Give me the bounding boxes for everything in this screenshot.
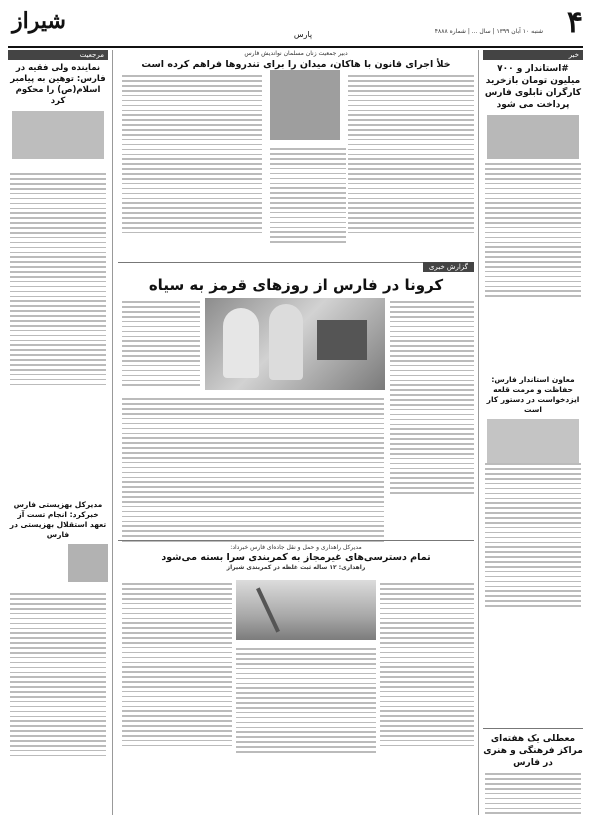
main-story-text-body xyxy=(122,395,384,545)
main-story-photo xyxy=(205,298,385,390)
left-text-block-1 xyxy=(10,170,106,388)
right-text-block-2 xyxy=(485,460,581,610)
top-story-text-col-2 xyxy=(348,72,474,237)
main-story-text-col-1 xyxy=(122,298,200,389)
main-story-text-col-2 xyxy=(390,298,474,497)
left-photo xyxy=(12,111,104,159)
right-sub-block xyxy=(483,375,583,467)
right-text-block-1 xyxy=(485,160,581,300)
right-text-block-3 xyxy=(485,770,581,817)
right-sub-headline: معاون استاندار فارس: حفاظت و مرمت قلعه ایزدخواست در دستور کار است xyxy=(486,375,580,414)
bottom-story-text-col-1 xyxy=(122,580,232,750)
right-column-tag: خبر xyxy=(483,50,583,60)
left-text-block-2 xyxy=(10,590,106,760)
main-story xyxy=(118,262,474,295)
left-sub-block xyxy=(8,500,108,582)
photo-figure-2 xyxy=(269,304,303,380)
column-rule-left xyxy=(112,50,113,815)
bottom-story-text-col-2 xyxy=(380,580,474,750)
photo-figure-1 xyxy=(223,308,259,378)
top-story-text-col-1 xyxy=(122,72,262,237)
column-rule-right xyxy=(478,50,479,815)
top-story xyxy=(118,50,474,71)
main-story-tag: گزارش خبری xyxy=(423,262,474,272)
right-bottom-block xyxy=(483,728,583,769)
photo-monitor xyxy=(317,320,367,360)
bottom-story xyxy=(118,540,474,571)
photo-crane xyxy=(256,587,280,632)
top-story-text-col-3 xyxy=(270,145,346,246)
top-story-kicker: دبیر جمعیت زنان مسلمان نواندیش فارس xyxy=(244,50,348,57)
bottom-story-photo xyxy=(236,580,376,640)
top-story-headline: خلأ اجرای قانون با هاکان، میدان را برای تندروها فراهم کرده است xyxy=(141,59,451,70)
left-headline: نماینده ولی فقیه در فارس: توهین به پیامبر اسلام(ص) را محکوم کرد xyxy=(10,63,106,106)
left-sub-photo xyxy=(68,544,108,582)
masthead xyxy=(8,6,583,48)
left-column-tag: مرجعیت xyxy=(8,50,108,60)
top-story-photo xyxy=(270,70,340,140)
right-sub-photo xyxy=(487,419,579,463)
newspaper-logo: شیراز xyxy=(12,8,66,34)
bottom-story-headline: تمام دسترسی‌های غیرمجاز به کمربندی سرا بسته می‌شود xyxy=(161,552,431,563)
bottom-story-text-col-3 xyxy=(236,645,376,756)
main-story-headline: کرونا در فارس از روزهای قرمز به سیاه xyxy=(148,276,444,294)
left-column xyxy=(8,50,108,163)
right-headline: #استاندار و ۷۰۰ میلیون تومان بازخرید کارگران تابلوی فارس پرداخت می شود xyxy=(484,64,582,110)
right-bottom-headline: معطلی یک هفته‌ای مراکز فرهنگی و هنری در فارس xyxy=(483,734,583,768)
date-line: شنبه ۱۰ آبان ۱۳۹۹ | سال ... | شماره ۴۸۸۸ xyxy=(434,28,543,35)
left-sub-headline: مدیرکل بهزیستی فارس خبرکرد: انجام تست آز تعهد استقلال بهزیستی در فارس xyxy=(9,500,107,539)
section-title: پارس xyxy=(293,30,313,39)
page-number: ۴ xyxy=(566,5,583,40)
bottom-story-kicker: مدیرکل راهداری و حمل و نقل جاده‌ای فارس خبرداد: xyxy=(230,544,362,551)
right-column xyxy=(483,50,583,163)
right-photo xyxy=(487,115,579,159)
bottom-story-subheadline: راهداری: ۱۲ ساله ثبت غلظه در کمربندی شیراز xyxy=(226,564,366,571)
